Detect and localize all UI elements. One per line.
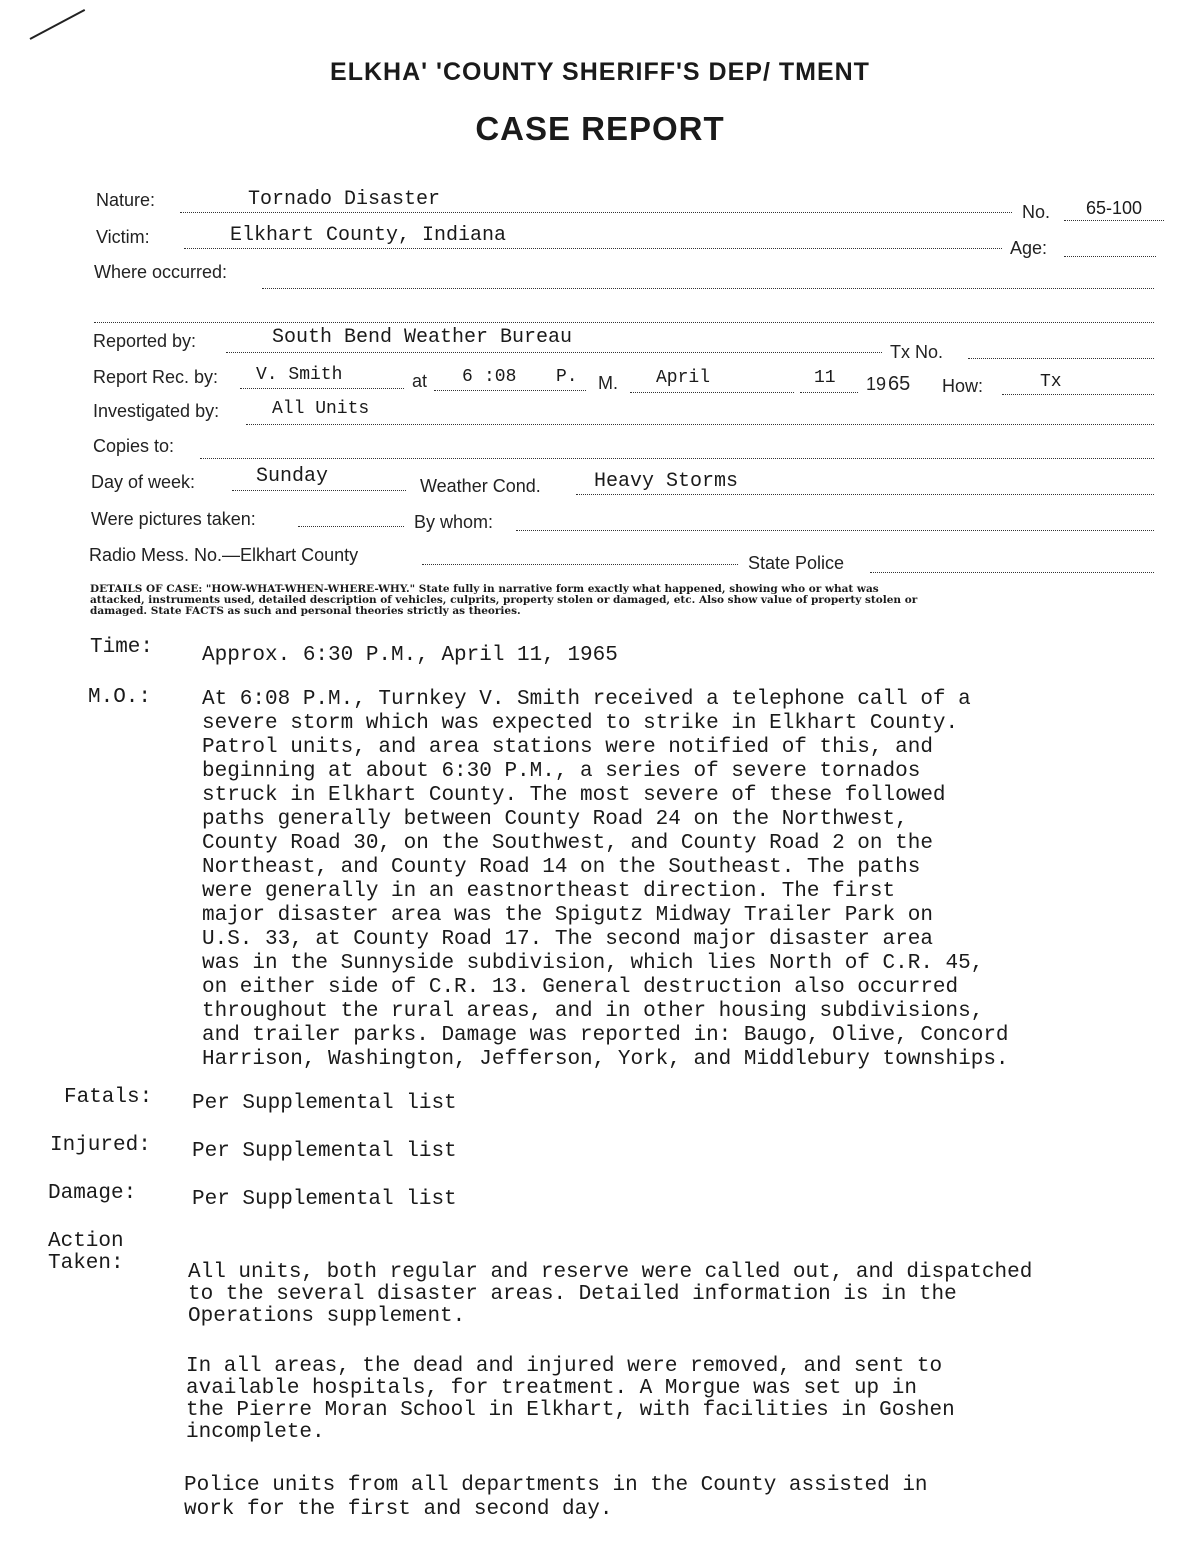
narrative-line: incomplete. [186,1421,325,1444]
narrative-line: major disaster area was the Spigutz Midway Trailer Park on [202,904,933,927]
report-rec-line [240,388,404,389]
copies-to-line [200,458,1154,459]
narrative-line: severe storm which was expected to strike in Elkhart County. [202,712,959,735]
nature-line [180,212,1012,213]
by-whom-label: By whom: [414,512,494,532]
details-line: DETAILS OF CASE: "HOW-WHAT-WHEN-WHERE-WHY." State fully in narrative form exactly what happened, showing who or what was [90,583,879,595]
narrative-line: on either side of C.R. 13. General destruction also occurred [202,976,959,999]
day-of-week-value: Sunday [256,465,329,488]
tx-no-line [968,358,1154,359]
narrative-line: Police units from all departments in the County assisted in [184,1474,928,1497]
narrative-line: beginning at about 6:30 P.M., a series of severe tornados [202,760,921,783]
injured-value: Per Supplemental list [192,1140,457,1163]
day-line [800,392,858,393]
action-label-line-1: Action [48,1230,124,1253]
mo-label: M.O.: [88,686,152,709]
victim-label: Victim: [96,227,150,247]
year-suffix: 65 [888,373,911,395]
age-line [1064,256,1156,257]
case-no-line [1064,220,1164,221]
time-label: Time: [90,636,154,659]
case-no-value: 65-100 [1086,198,1143,218]
narrative-line: Harrison, Washington, Jefferson, York, and Middlebury townships. [202,1048,1009,1071]
time-value: Approx. 6:30 P.M., April 11, 1965 [202,644,618,667]
reported-by-line [226,352,882,353]
narrative-line: the Pierre Moran School in Elkhart, with facilities in Goshen [186,1399,955,1422]
narrative-line: and trailer parks. Damage was reported in: Baugo, Olive, Concord [202,1024,1009,1047]
weather-value: Heavy Storms [594,470,739,493]
details-instructions [90,584,1160,617]
victim-line [184,248,1002,249]
narrative-line: Northeast, and County Road 14 on the Southeast. The paths [202,856,921,879]
where-occurred-line-2 [94,322,1154,323]
m-label: M. [598,373,618,393]
day-value: 11 [814,368,836,388]
investigated-by-label: Investigated by: [93,401,220,421]
pictures-taken-line [298,526,404,527]
copies-to-label: Copies to: [93,436,175,456]
mo-narrative [202,688,1009,1072]
month-line [630,392,794,393]
ampm-value: P. [556,367,578,387]
narrative-line: were generally in an eastnortheast direction. The first [202,880,896,903]
month-value: April [656,368,711,388]
narrative-line: Operations supplement. [188,1305,466,1328]
at-label: at [412,371,428,391]
action-label-line-2: Taken: [48,1252,124,1275]
action-paragraph-1 [188,1262,1032,1328]
report-rec-value: V. Smith [256,365,343,385]
agency-header: ELKHA' 'COUNTY SHERIFF'S DEP/ TMENT [330,58,870,86]
by-whom-line [516,530,1154,531]
action-paragraph-2 [186,1356,955,1444]
day-of-week-label: Day of week: [91,472,196,492]
how-label: How: [942,376,984,396]
reported-by-label: Reported by: [93,331,197,351]
time-minute-value: :08 [484,367,517,387]
narrative-line: Patrol units, and area stations were notified of this, and [202,736,933,759]
reported-by-value: South Bend Weather Bureau [272,326,573,349]
where-occurred-line-1 [262,288,1154,289]
action-paragraph-3 [184,1474,928,1522]
how-value: Tx [1040,372,1062,392]
weather-label: Weather Cond. [420,476,541,496]
injured-label: Injured: [50,1134,151,1157]
damage-label: Damage: [48,1182,137,1205]
report-rec-label: Report Rec. by: [93,367,219,387]
narrative-line: paths generally between County Road 24 on the Northwest, [202,808,908,831]
weather-line [576,494,1154,495]
pen-mark [30,9,86,40]
case-no-label: No. [1022,202,1051,222]
details-line: damaged. State FACTS as such and personal theories strictly as theories. [90,605,521,617]
day-of-week-line [232,490,406,491]
time-hour-value: 6 [462,367,473,387]
report-title: CASE REPORT [475,110,725,147]
nature-value: Tornado Disaster [248,188,441,211]
how-line [1002,394,1154,395]
state-police-line [870,572,1154,573]
narrative-line: County Road 30, on the Southwest, and County Road 2 on the [202,832,933,855]
where-occurred-label: Where occurred: [94,262,228,282]
radio-message-label: Radio Mess. No.—Elkhart County [89,545,359,565]
details-line: attacked, instruments used, detailed description of vehicles, culprits, property stolen or damaged, etc. Also show value of property stolen or [90,594,918,606]
investigated-by-value: All Units [272,399,370,419]
year-prefix: 19 [866,374,887,394]
narrative-line: U.S. 33, at County Road 17. The second major disaster area [202,928,933,951]
narrative-line: throughout the rural areas, and in other housing subdivisions, [202,1000,984,1023]
victim-value: Elkhart County, Indiana [230,224,507,247]
narrative-line: available hospitals, for treatment. A Morgue was set up in [186,1377,917,1400]
narrative-line: In all areas, the dead and injured were removed, and sent to [186,1355,943,1378]
age-label: Age: [1010,238,1048,258]
time-line [434,390,586,391]
tx-no-label: Tx No. [890,342,944,362]
investigated-by-line [246,424,1154,425]
narrative-line: work for the first and second day. [184,1498,613,1521]
fatals-value: Per Supplemental list [192,1092,457,1115]
nature-label: Nature: [96,190,156,210]
narrative-line: All units, both regular and reserve were called out, and dispatched [188,1261,1033,1284]
radio-message-line [422,564,738,565]
state-police-label: State Police [748,553,845,573]
narrative-line: was in the Sunnyside subdivision, which lies North of C.R. 45, [202,952,984,975]
narrative-line: struck in Elkhart County. The most severe of these followed [202,784,946,807]
pictures-taken-label: Were pictures taken: [91,509,256,529]
fatals-label: Fatals: [64,1086,153,1109]
narrative-line: to the several disaster areas. Detailed information is in the [188,1283,957,1306]
damage-value: Per Supplemental list [192,1188,457,1211]
narrative-line: At 6:08 P.M., Turnkey V. Smith received a telephone call of a [202,688,971,711]
